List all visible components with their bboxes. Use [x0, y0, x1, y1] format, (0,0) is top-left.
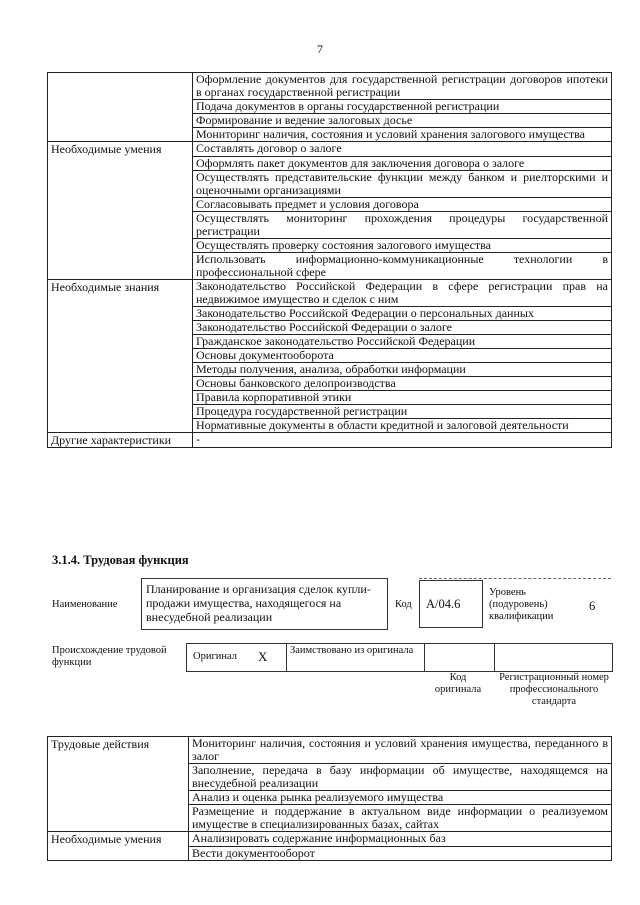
labor-label-cell: [48, 791, 189, 805]
competency-item: Правила корпоративной этики: [193, 390, 612, 404]
competency-item: Основы банковского делопроизводства: [193, 376, 612, 390]
competency-row: [48, 128, 612, 142]
competency-item: Законодательство Российской Федерации о залоге: [193, 320, 612, 334]
origin-divider-3: [494, 643, 495, 671]
competency-label-cell: [48, 348, 193, 362]
competency-row: [48, 320, 612, 334]
labor-actions-table: [47, 736, 612, 861]
competency-table-continued: [47, 72, 612, 448]
competency-label-cell: [48, 418, 193, 432]
origin-divider-1: [286, 643, 287, 671]
competency-item: Осуществлять проверку состояния залогового имущества: [193, 238, 612, 252]
origin-divider-2: [424, 643, 425, 671]
competency-item: Гражданское законодательство Российской Федерации: [193, 334, 612, 348]
competency-row: [48, 211, 612, 238]
competency-row: [48, 334, 612, 348]
competency-row: [48, 238, 612, 252]
competency-item: Подача документов в органы государственной регистрации: [193, 100, 612, 114]
labor-row: [48, 805, 612, 832]
labor-row: [48, 764, 612, 791]
competency-item: Мониторинг наличия, состояния и условий хранения залогового имущества: [193, 128, 612, 142]
labor-label-cell: [48, 846, 189, 860]
labor-label-cell: [48, 764, 189, 791]
code-caption: Код оригинала: [434, 672, 482, 695]
competency-item: -: [193, 432, 612, 447]
labor-item: Мониторинг наличия, состояния и условий хранения имущества, переданного в залог: [189, 737, 612, 764]
competency-label-cell: Другие характеристики: [48, 432, 193, 447]
competency-item: Основы документооборота: [193, 348, 612, 362]
competency-item: Формирование и ведение залоговых досье: [193, 114, 612, 128]
competency-item: Осуществлять представительские функции между банком и риелторскими и оценочными организациями: [193, 170, 612, 197]
function-name: Планирование и организация сделок купли-продажи имущества, находящегося на внесудебной реализации: [146, 582, 371, 624]
code-box: [419, 580, 483, 628]
competency-label-cell: [48, 306, 193, 320]
competency-row: [48, 306, 612, 320]
competency-item: Осуществлять мониторинг прохождения процедуры государственной регистрации: [193, 211, 612, 238]
competency-item: Оформлять пакет документов для заключения договора о залоге: [193, 156, 612, 170]
competency-item: Оформление документов для государственной регистрации договоров ипотеки в органах государственной регистрации: [193, 73, 612, 100]
level-label: Уровень (подуровень) квалификации: [489, 587, 554, 622]
page-number: 7: [317, 42, 323, 56]
competency-row: [48, 156, 612, 170]
competency-row: [48, 197, 612, 211]
competency-row: [48, 390, 612, 404]
name-box: [141, 578, 388, 630]
reg-caption: Регистрационный номер профессионального стандарта: [499, 672, 609, 707]
competency-label-cell: [48, 376, 193, 390]
labor-item: Заполнение, передача в базу информации об имуществе, находящемся на внесудебной реализации: [189, 764, 612, 791]
competency-item: Использовать информационно-коммуникационные технологии в профессиональной сфере: [193, 252, 612, 279]
labor-row: [48, 737, 612, 764]
level-value: 6: [589, 599, 596, 613]
competency-item: Нормативные документы в области кредитной и залоговой деятельности: [193, 418, 612, 432]
labor-label-cell: Необходимые умения: [48, 832, 189, 847]
level-divider: [419, 578, 611, 579]
origin-label: Происхождение трудовой функции: [52, 645, 167, 668]
competency-label-cell: Необходимые знания: [48, 279, 193, 306]
competency-label-cell: [48, 238, 193, 252]
competency-label-cell: [48, 404, 193, 418]
labor-label-cell: [48, 805, 189, 832]
competency-row: [48, 114, 612, 128]
competency-label-cell: [48, 362, 193, 376]
competency-row: [48, 73, 612, 100]
borrowed-label: Заимствовано из оригинала: [290, 645, 414, 656]
function-code: A/04.6: [426, 597, 461, 611]
competency-label-cell: [48, 197, 193, 211]
labor-item: Анализировать содержание информационных баз: [189, 832, 612, 847]
labor-item: Анализ и оценка рынка реализуемого имущества: [189, 791, 612, 805]
labor-row: [48, 832, 612, 847]
original-mark: X: [258, 649, 268, 664]
competency-label-cell: [48, 128, 193, 142]
competency-row: [48, 142, 612, 157]
competency-label-cell: [48, 252, 193, 279]
labor-row: [48, 791, 612, 805]
competency-item: Процедура государственной регистрации: [193, 404, 612, 418]
labor-label-cell: Трудовые действия: [48, 737, 189, 764]
competency-item: Составлять договор о залоге: [193, 142, 612, 157]
competency-item: Законодательство Российской Федерации о персональных данных: [193, 306, 612, 320]
competency-row: [48, 404, 612, 418]
competency-row: [48, 170, 612, 197]
competency-item: Методы получения, анализа, обработки информации: [193, 362, 612, 376]
competency-label-cell: [48, 156, 193, 170]
competency-item: Законодательство Российской Федерации в сфере регистрации прав на недвижимое имущество и сделок с ним: [193, 279, 612, 306]
labor-row: [48, 846, 612, 860]
competency-row: [48, 376, 612, 390]
competency-row: [48, 252, 612, 279]
competency-label-cell: [48, 320, 193, 334]
competency-label-cell: [48, 390, 193, 404]
competency-label-cell: [48, 211, 193, 238]
code-label: Код: [395, 599, 412, 610]
competency-label-cell: [48, 73, 193, 100]
competency-row: [48, 432, 612, 447]
labor-item: Вести документооборот: [189, 846, 612, 860]
competency-row: [48, 279, 612, 306]
competency-row: [48, 362, 612, 376]
section-title: 3.1.4. Трудовая функция: [52, 553, 189, 567]
competency-label-cell: [48, 334, 193, 348]
name-label: Наименование: [52, 599, 118, 610]
competency-row: [48, 100, 612, 114]
competency-label-cell: [48, 100, 193, 114]
competency-row: [48, 418, 612, 432]
original-label: Оригинал: [193, 651, 237, 662]
competency-label-cell: [48, 170, 193, 197]
competency-label-cell: [48, 114, 193, 128]
competency-item: Согласовывать предмет и условия договора: [193, 197, 612, 211]
competency-label-cell: Необходимые умения: [48, 142, 193, 157]
labor-item: Размещение и поддержание в актуальном виде информации о реализуемом имуществе в специализированных базах, сайтах: [189, 805, 612, 832]
competency-row: [48, 348, 612, 362]
